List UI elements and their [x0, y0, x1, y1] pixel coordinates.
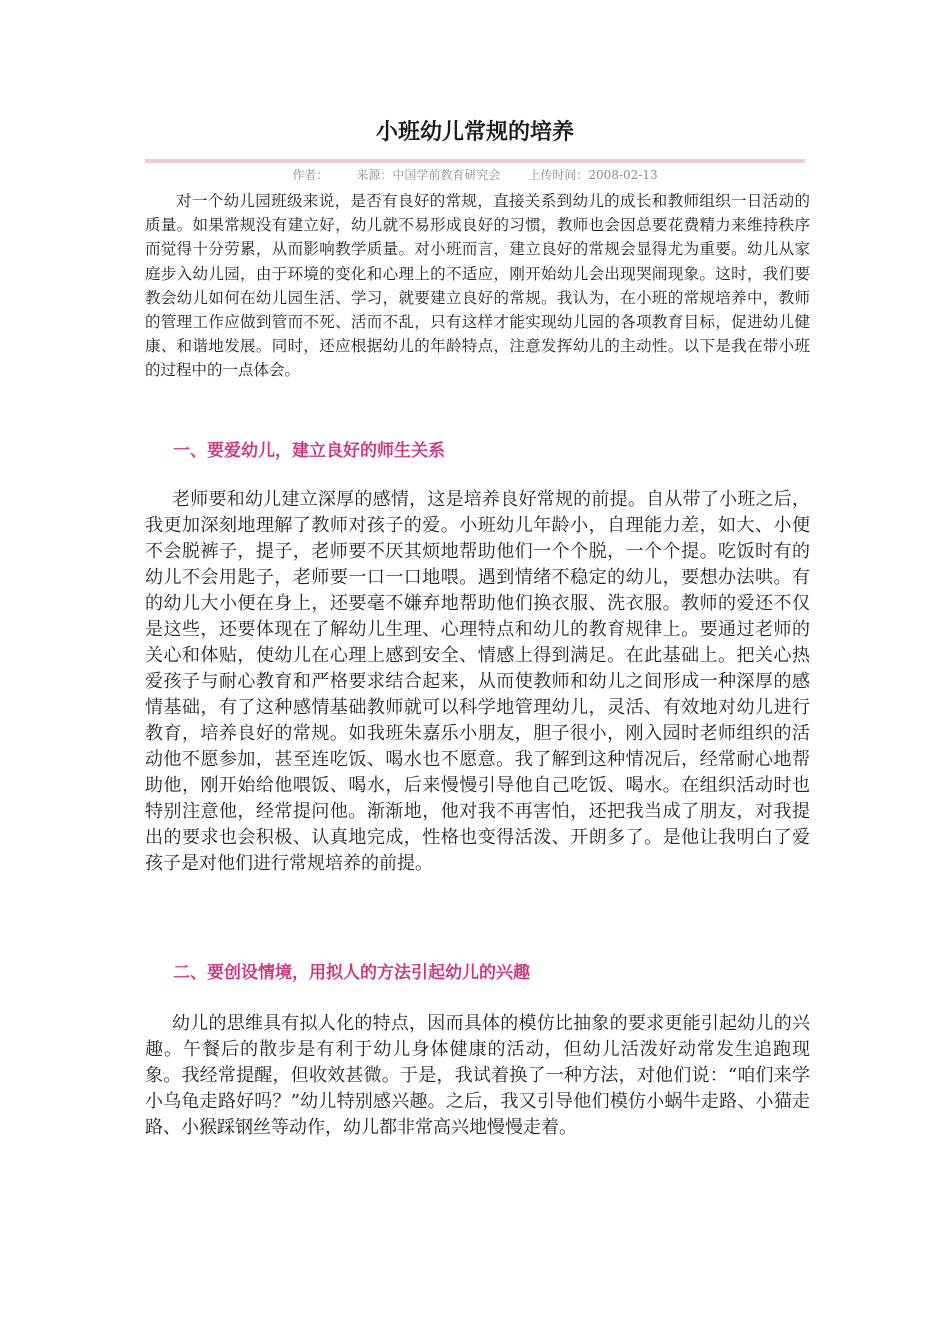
intro-paragraph: 对一个幼儿园班级来说，是否有良好的常规，直接关系到幼儿的成长和教师组织一日活动的质量。如果常规没有建立好，幼儿就不易形成良好的习惯，教师也会因总要花费精力来维持秩序而觉得十分劳累，从而影响教学质量。对小班而言，建立良好的常规会显得尤为重要。幼儿从家庭步入幼儿园，由于环境的变化和心理上的不适应，刚开始幼儿会出现哭闹现象。这时，我们要教会幼儿如何在幼儿园生活、学习，就要建立良好的常规。我认为，在小班的常规培养中，教师的管理工作应做到管而不死、活而不乱，只有这样才能实现幼儿园的各项教育目标，促进幼儿健康、和谐地发展。同时，还应根据幼儿的年龄特点，注意发挥幼儿的主动性。以下是我在带小班的过程中的一点体会。: [145, 192, 810, 380]
section-body-1: 老师要和幼儿建立深厚的感情，这是培养良好常规的前提。自从带了小班之后，我更加深刻地理解了教师对孩子的爱。小班幼儿年龄小，自理能力差，如大、小便不会脱裤子，提子，老师要不厌其烦地帮助他们一个个脱，一个个提。吃饭时有的幼儿不会用匙子，老师要一口一口地喂。遇到情绪不稳定的幼儿，要想办法哄。有的幼儿大小便在身上，还要毫不嫌弃地帮助他们换衣服、洗衣服。教师的爱还不仅是这些，还要体现在了解幼儿生理、心理特点和幼儿的教育规律上。要通过老师的关心和体贴，使幼儿在心理上感到安全、情感上得到满足。在此基础上。把关心热爱孩子与耐心教育和严格要求结合起来，从而使教师和幼儿之间形成一种深厚的感情基础，有了这种感情基础教师就可以科学地管理幼儿，灵活、有效地对幼儿进行教育，培养良好的常规。如我班朱嘉乐小朋友，胆子很小，刚入园时老师组织的活动他不愿参加，甚至连吃饭、喝水也不愿意。我了解到这种情况后，经常耐心地帮助他，刚开始给他喂饭、喝水，后来慢慢引导他自己吃饭、喝水。在组织活动时也特别注意他，经常提问他。渐渐地，他对我不再害怕，还把我当成了朋友，对我提出的要求也会积极、认真地完成，性格也变得活泼、开朗多了。是他让我明白了爱孩子是对他们进行常规培养的前提。: [145, 489, 810, 874]
section-heading-2: 二、要创设情境，用拟人的方法引起幼儿的兴趣: [173, 963, 530, 983]
article-meta: [145, 167, 805, 183]
title-divider: [145, 159, 805, 163]
section-body-2: 幼儿的思维具有拟人化的特点，因而具体的模仿比抽象的要求更能引起幼儿的兴趣。午餐后的散步是有利于幼儿身体健康的活动，但幼儿活泼好动常发生追跑现象。我经常提醒，但收效甚微。于是，我试着换了一种方法，对他们说：“咱们来学小乌龟走路好吗？”幼儿特别感兴趣。之后，我又引导他们模仿小蜗牛走路、小猫走路、小猴踩钢丝等动作，幼儿都非常高兴地慢慢走着。: [145, 1013, 810, 1138]
meta-author: 作者：: [292, 168, 329, 182]
meta-upload-time: 上传时间：2008-02-13: [528, 168, 658, 182]
section-heading-1: 一、要爱幼儿，建立良好的师生关系: [173, 441, 445, 461]
article-title: 小班幼儿常规的培养: [375, 120, 574, 145]
meta-source: 来源：中国学前教育研究会: [356, 168, 501, 182]
